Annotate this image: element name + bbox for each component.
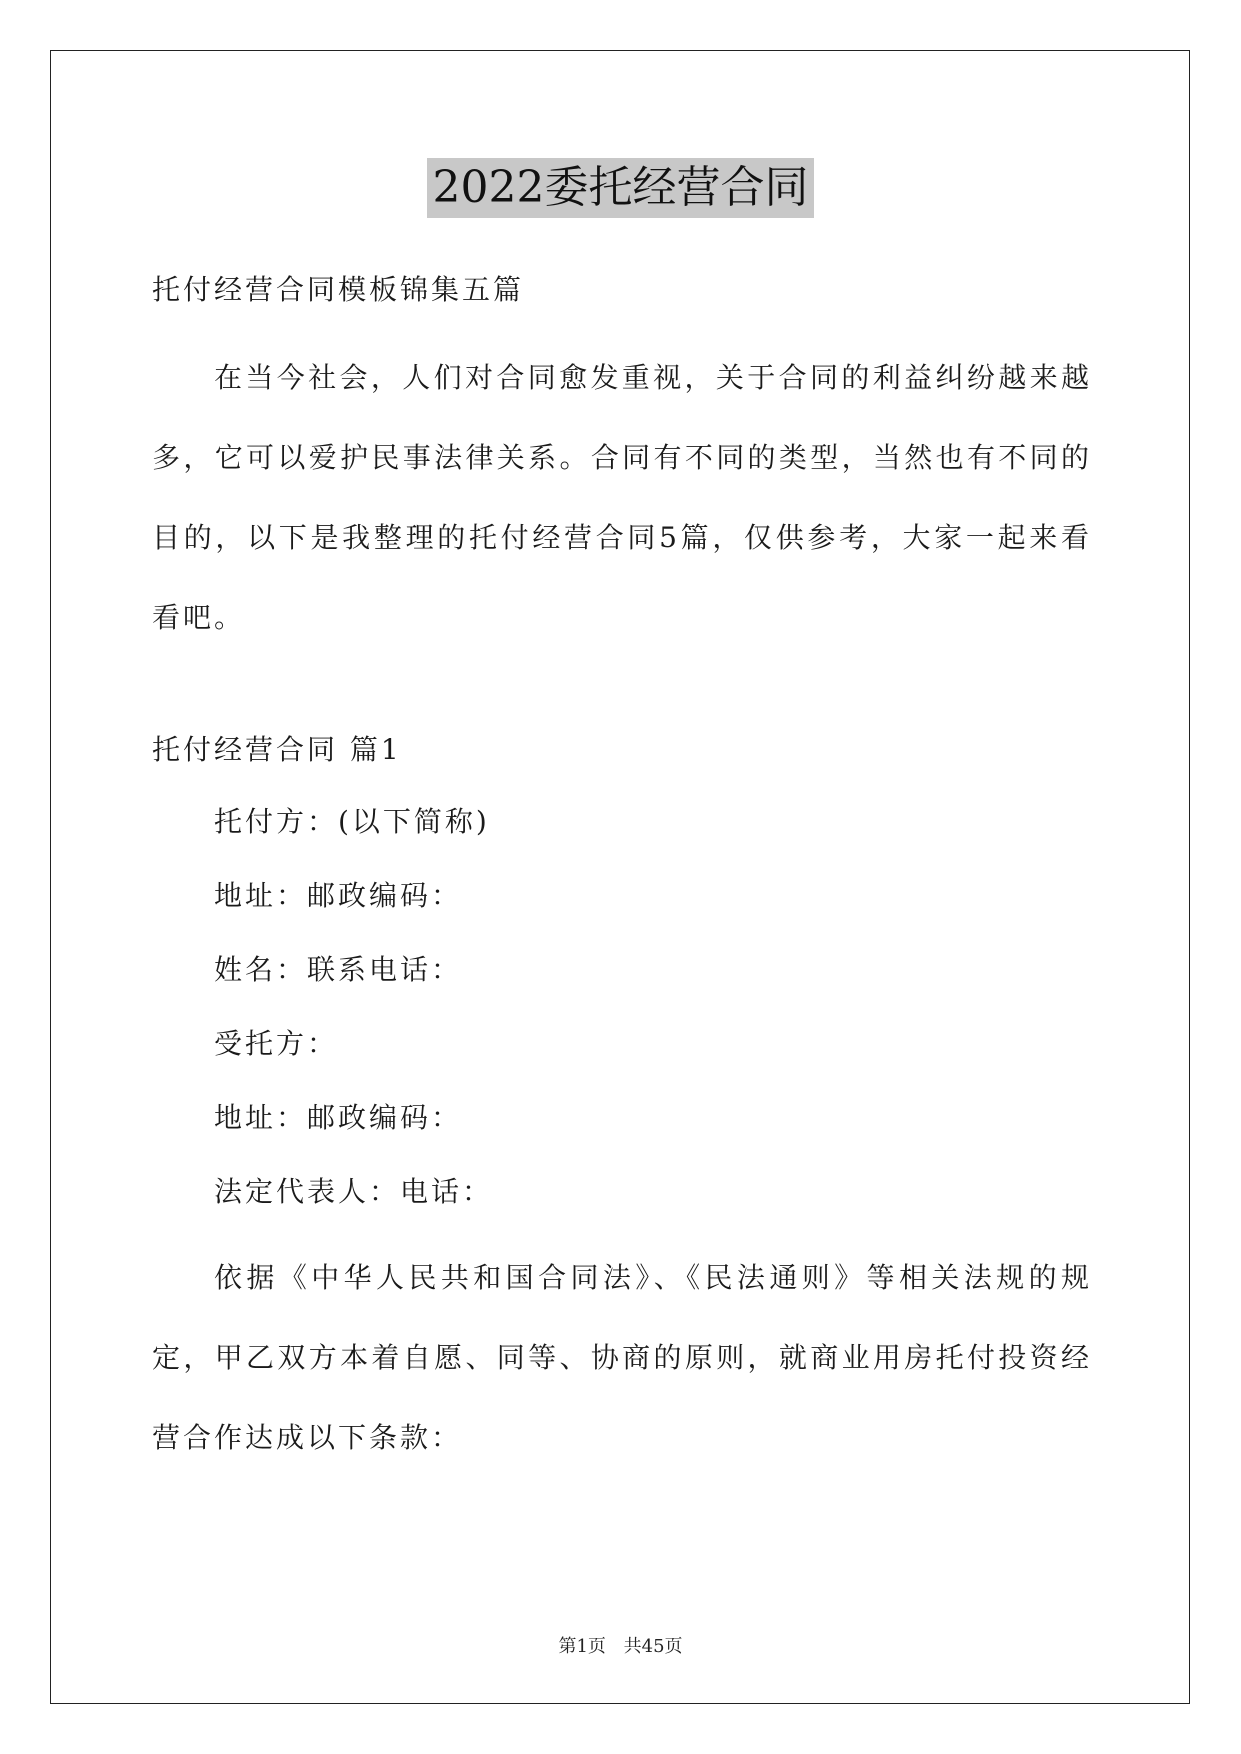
- intro-paragraph: 在当今社会，人们对合同愈发重视，关于合同的利益纠纷越来越多，它可以爱护民事法律关系。合同有不同的类型，当然也有不同的目的，以下是我整理的托付经营合同5篇，仅供参考，大家一起来看看吧。: [152, 361, 1092, 634]
- field-line: 地址：邮政编码：: [214, 879, 463, 912]
- page-total: 共45页: [623, 1636, 683, 1657]
- clause-paragraph: 依据《中华人民共和国合同法》、《民法通则》等相关法规的规定，甲乙双方本着自愿、同等、协商的原则，就商业用房托付投资经营合作达成以下条款：: [152, 1261, 1092, 1454]
- field-line: 受托方：: [214, 1027, 339, 1060]
- page-number: 第1页: [558, 1636, 606, 1657]
- title-container: [0, 158, 1241, 218]
- document-body: [152, 262, 1092, 1478]
- section-heading: 托付经营合同 篇1: [152, 733, 402, 766]
- field-line: 托付方：(以下简称): [214, 805, 490, 838]
- document-title: 2022委托经营合同: [427, 158, 815, 218]
- field-line: 地址：邮政编码：: [214, 1101, 463, 1134]
- page-footer: [0, 1632, 1241, 1658]
- field-line: 姓名：联系电话：: [214, 953, 463, 986]
- subtitle: 托付经营合同模板锦集五篇: [152, 273, 525, 306]
- spacer: [152, 658, 1092, 722]
- field-line: 法定代表人：电话：: [214, 1175, 494, 1208]
